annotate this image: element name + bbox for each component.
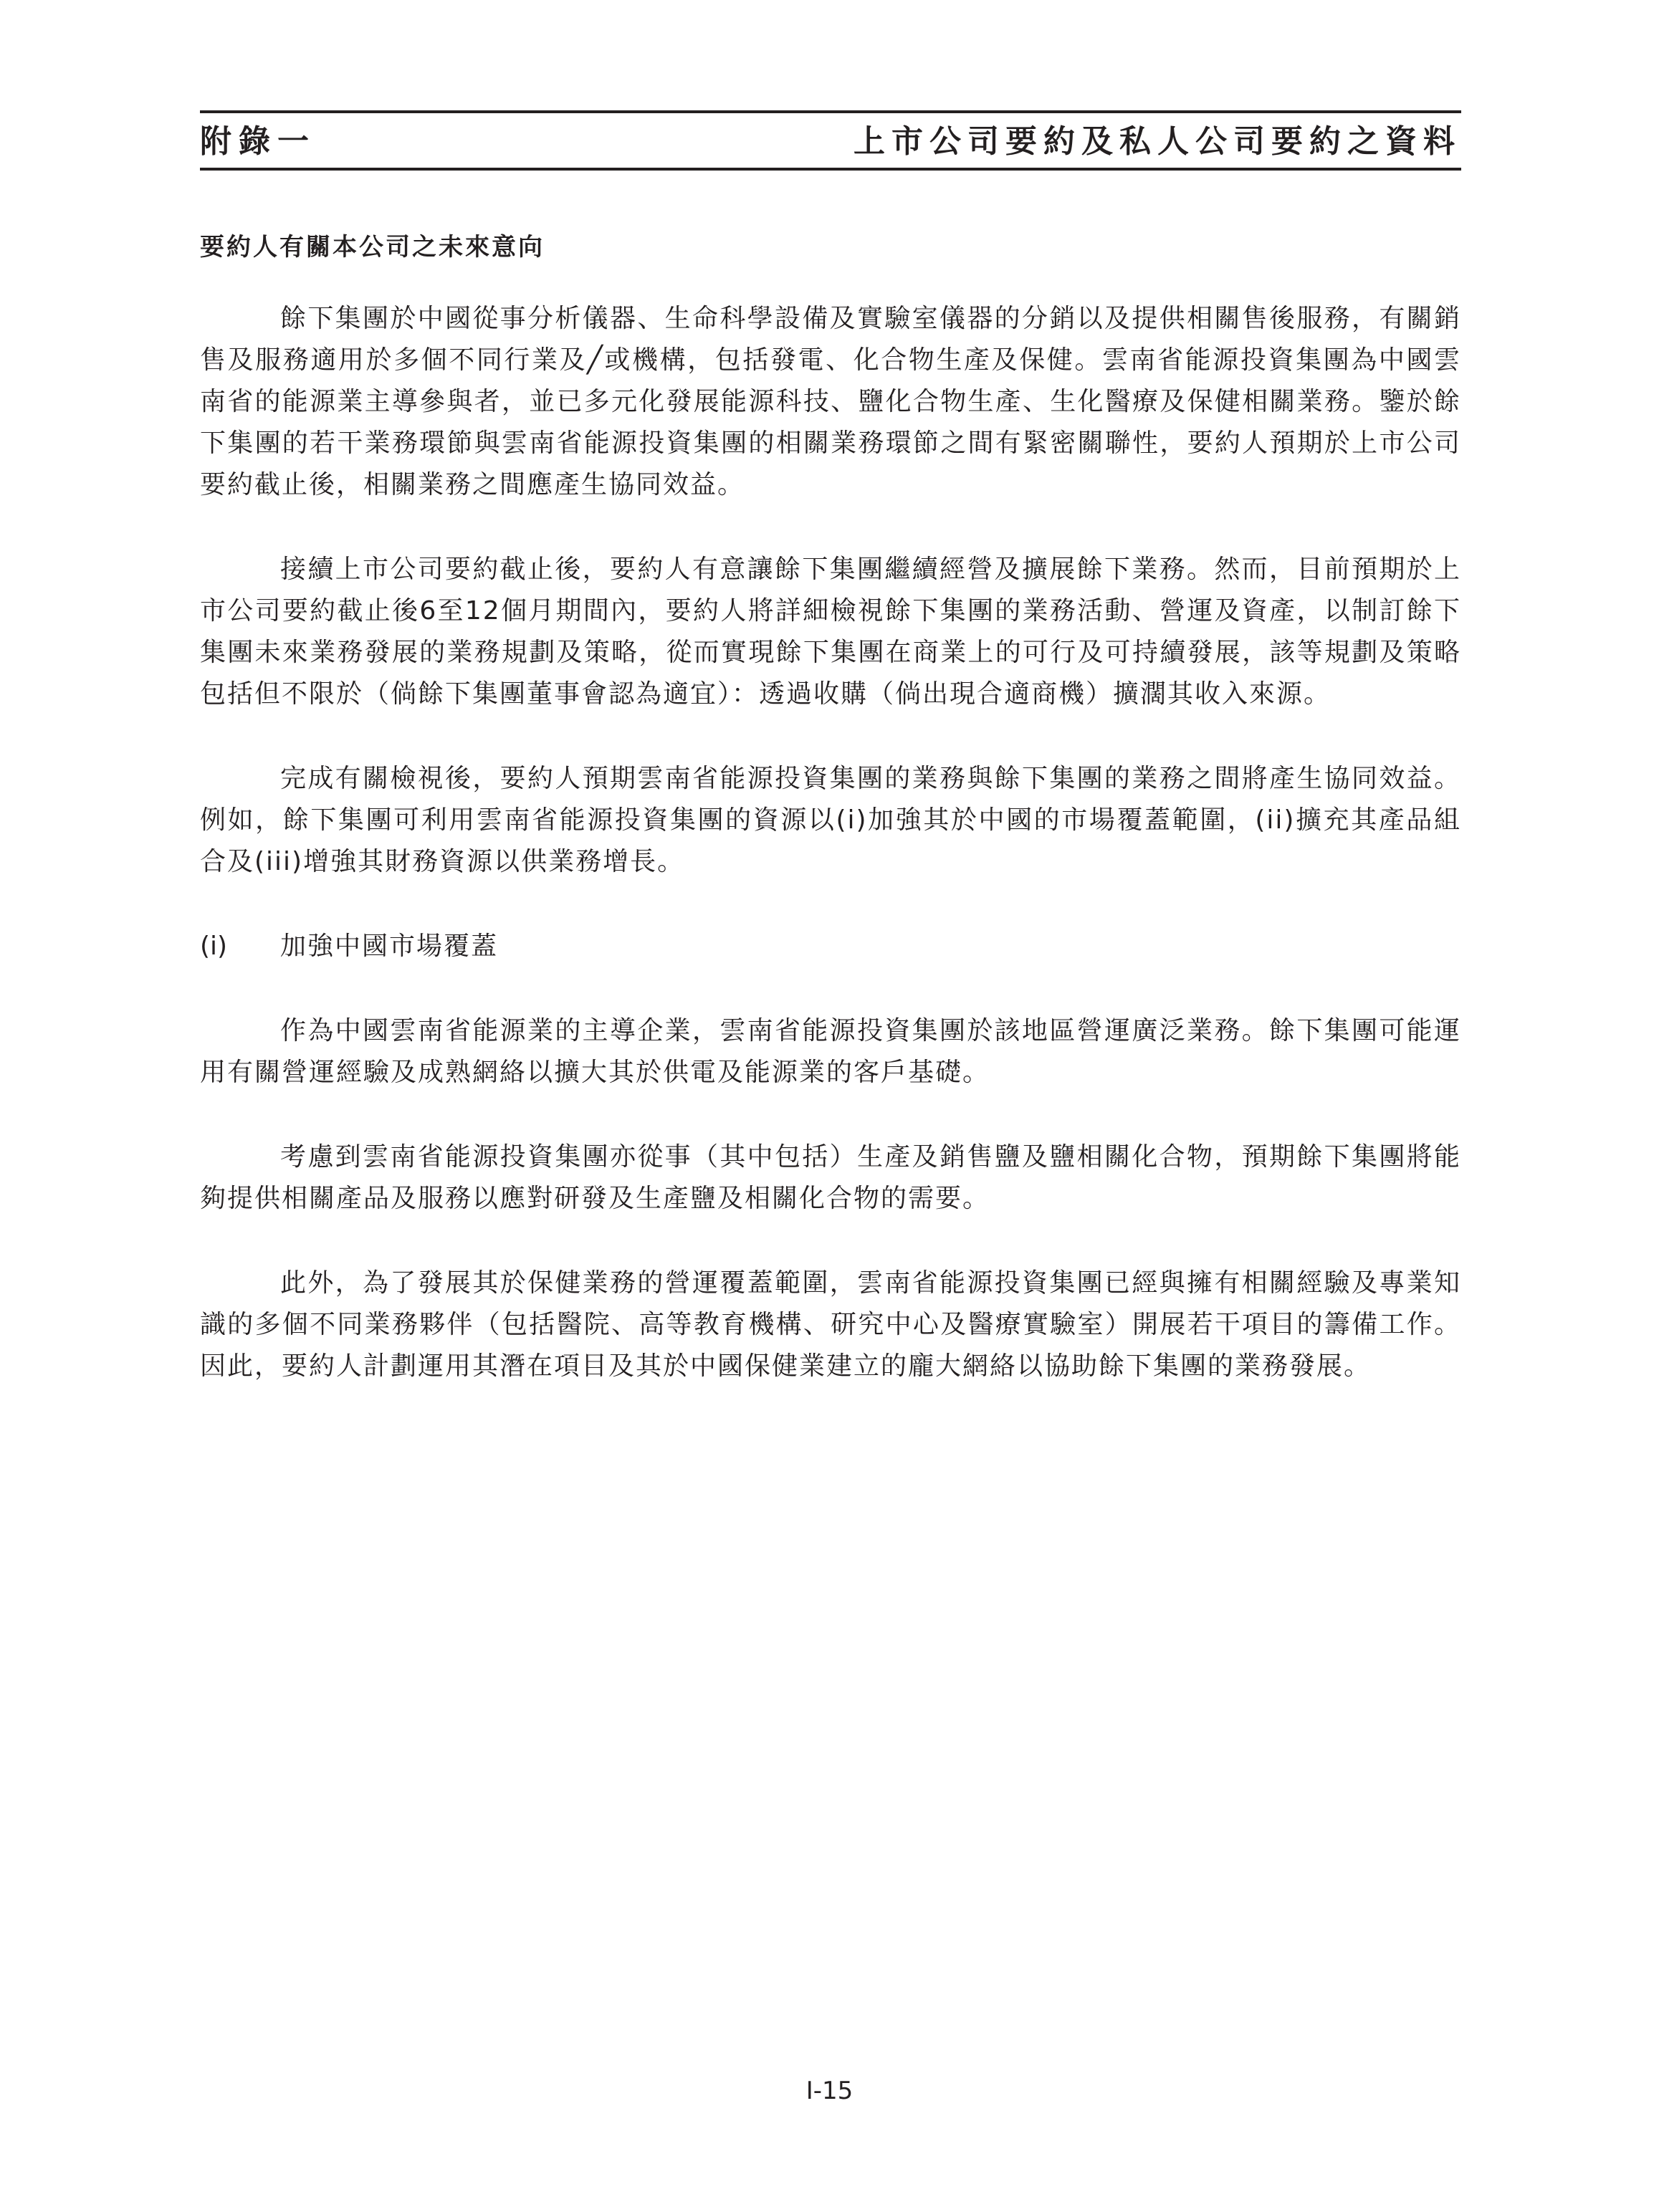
page-header: [200, 110, 1461, 171]
appendix-title: 附錄一: [200, 123, 316, 160]
paragraph-healthcare-network: 此外，為了發展其於保健業務的營運覆蓋範圍，雲南省能源投資集團已經與擁有相關經驗及專業知識的多個不同業務夥伴（包括醫院、高等教育機構、研究中心及醫療實驗室）開展若干項目的籌備工作。因此，要約人計劃運用其潛在項目及其於中國保健業建立的龐大網絡以協助餘下集團的業務發展。: [200, 1268, 1461, 1381]
subsection-title: 加強中國市場覆蓋: [280, 932, 499, 961]
section-heading: 要約人有關本公司之未來意向: [200, 233, 545, 262]
appendix-subject: 上市公司要約及私人公司要約之資料: [854, 123, 1461, 160]
paragraph-synergy: 完成有關檢視後，要約人預期雲南省能源投資集團的業務與餘下集團的業務之間將產生協同效益。例如，餘下集團可利用雲南省能源投資集團的資源以(i)加強其於中國的市場覆蓋範圍，(ii)擴充其產品組合及(iii)增強其財務資源以供業務增長。: [200, 764, 1461, 876]
page-number: I-15: [805, 2077, 854, 2105]
paragraph-remaining-group-business: 餘下集團於中國從事分析儀器、生命科學設備及實驗室儀器的分銷以及提供相關售後服務，有關銷售及服務適用於多個不同行業及╱或機構，包括發電、化合物生產及保健。雲南省能源投資集團為中國雲南省的能源業主導參與者，並已多元化發展能源科技、鹽化合物生產、生化醫療及保健相關業務。鑒於餘下集團的若干業務環節與雲南省能源投資集團的相關業務環節之間有緊密關聯性，要約人預期於上市公司要約截止後，相關業務之間應產生協同效益。: [200, 304, 1461, 499]
paragraph-review-plan: 接續上市公司要約截止後，要約人有意讓餘下集團繼續經營及擴展餘下業務。然而，目前預期於上市公司要約截止後6至12個月期間內，要約人將詳細檢視餘下集團的業務活動、營運及資產，以制訂餘下集團未來業務發展的業務規劃及策略，從而實現餘下集團在商業上的可行及可持續發展，該等規劃及策略包括但不限於（倘餘下集團董事會認為適宜）：透過收購（倘出現合適商機）擴濶其收入來源。: [200, 555, 1461, 709]
paragraph-energy-customer-base: 作為中國雲南省能源業的主導企業，雲南省能源投資集團於該地區營運廣泛業務。餘下集團可能運用有關營運經驗及成熟網絡以擴大其於供電及能源業的客戶基礎。: [200, 1016, 1461, 1087]
subsection-number: (i): [200, 932, 228, 961]
paragraph-salt-compounds: 考慮到雲南省能源投資集團亦從事（其中包括）生產及銷售鹽及鹽相關化合物，預期餘下集團將能夠提供相關產品及服務以應對研發及生產鹽及相關化合物的需要。: [200, 1142, 1461, 1213]
page-content: [200, 229, 1461, 1430]
subsection-heading: [200, 926, 1461, 967]
